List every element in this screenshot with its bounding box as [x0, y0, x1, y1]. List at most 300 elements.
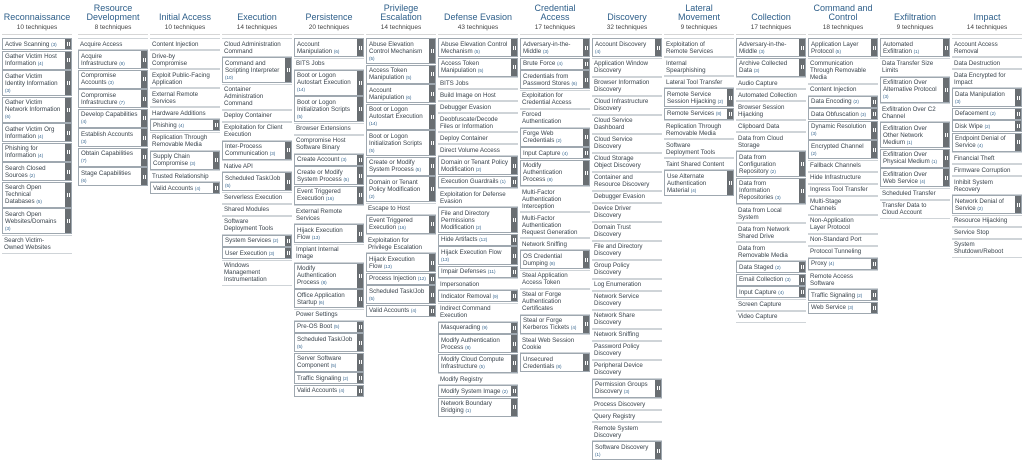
expand-handle-icon[interactable] [583, 71, 589, 88]
expand-handle-icon[interactable] [655, 442, 661, 459]
technique-cell[interactable] [438, 373, 518, 385]
technique-cell[interactable] [736, 38, 806, 57]
technique-cell[interactable] [366, 84, 436, 103]
technique-cell[interactable] [438, 132, 518, 144]
technique-cell[interactable] [592, 260, 662, 279]
expand-handle-icon[interactable] [285, 248, 291, 258]
expand-handle-icon[interactable] [799, 287, 805, 297]
expand-handle-icon[interactable] [429, 306, 435, 316]
technique-cell[interactable] [880, 188, 950, 200]
technique-label[interactable]: Gather Victim Org Information [5, 125, 55, 140]
technique-label[interactable]: System Shutdown/Reboot [954, 241, 1004, 255]
technique-label[interactable]: Exploitation for Privilege Escalation [368, 236, 422, 251]
technique-label[interactable]: Resource Hijacking [954, 217, 1008, 224]
technique-label[interactable]: Indicator Removal [441, 292, 491, 300]
tactic-header[interactable] [366, 0, 436, 35]
technique-cell[interactable] [520, 315, 590, 334]
technique-cell[interactable] [294, 385, 364, 397]
technique-cell[interactable] [294, 70, 364, 96]
technique-cell[interactable] [808, 246, 878, 258]
expand-handle-icon[interactable] [799, 152, 805, 176]
technique-cell[interactable] [294, 58, 364, 70]
technique-cell[interactable] [736, 242, 806, 261]
technique-cell[interactable] [438, 334, 518, 353]
technique-cell[interactable] [222, 160, 292, 172]
technique-cell[interactable] [592, 96, 662, 115]
expand-handle-icon[interactable] [65, 163, 71, 180]
technique-cell[interactable] [222, 84, 292, 110]
expand-handle-icon[interactable] [357, 97, 363, 121]
technique-label[interactable]: Pre-OS Boot [297, 323, 333, 330]
technique-label[interactable]: Lateral Tool Transfer [666, 78, 723, 86]
technique-label[interactable]: Boot or Logon Autostart Execution [297, 72, 351, 86]
technique-cell[interactable] [438, 144, 518, 156]
technique-cell[interactable] [222, 38, 292, 57]
technique-cell[interactable] [222, 216, 292, 235]
technique-cell[interactable] [78, 109, 148, 128]
technique-cell[interactable] [366, 305, 436, 317]
tactic-header[interactable] [808, 0, 878, 35]
technique-label[interactable]: Build Image on Host [440, 91, 496, 99]
technique-label[interactable]: Peripheral Device Discovery [594, 362, 643, 376]
technique-label[interactable]: Remote Access Software [810, 272, 853, 287]
technique-label[interactable]: Clipboard Data [738, 122, 780, 130]
technique-cell[interactable] [592, 38, 662, 57]
expand-handle-icon[interactable] [357, 373, 363, 383]
technique-label[interactable]: Active Scanning [5, 40, 50, 48]
technique-cell[interactable] [592, 203, 662, 222]
technique-label[interactable]: Event Triggered Execution [297, 188, 341, 202]
technique-label[interactable]: Inter-Process Communication [225, 143, 268, 157]
technique-label[interactable]: Data from Local System [738, 206, 782, 221]
technique-label[interactable]: Dynamic Resolution [811, 123, 867, 130]
technique-label[interactable]: Masquerading [441, 324, 481, 331]
technique-label[interactable]: Adversary-in-the-Middle [523, 40, 571, 55]
technique-cell[interactable] [592, 241, 662, 260]
expand-handle-icon[interactable] [141, 168, 147, 185]
technique-cell[interactable] [952, 133, 1022, 152]
technique-label[interactable]: Domain or Tenant Policy Modification [441, 158, 508, 173]
technique-cell[interactable] [150, 88, 220, 107]
technique-cell[interactable] [366, 234, 436, 253]
technique-cell[interactable] [808, 38, 878, 57]
expand-handle-icon[interactable] [357, 167, 363, 184]
technique-cell[interactable] [2, 182, 72, 208]
technique-label[interactable]: Input Capture [739, 288, 777, 296]
technique-cell[interactable] [520, 353, 590, 372]
technique-cell[interactable] [78, 50, 148, 69]
technique-label[interactable]: Drive-by Compromise [152, 52, 188, 67]
technique-label[interactable]: Audio Capture [738, 79, 778, 87]
technique-cell[interactable] [438, 246, 518, 265]
technique-label[interactable]: Data from Network Shared Drive [738, 225, 790, 240]
technique-cell[interactable] [78, 128, 148, 147]
technique-cell[interactable] [664, 38, 734, 57]
technique-label[interactable]: Exploitation for Defense Evasion [440, 190, 506, 205]
expand-handle-icon[interactable] [511, 291, 517, 301]
technique-cell[interactable] [808, 215, 878, 234]
technique-label[interactable]: Gather Victim Host Information [5, 53, 57, 67]
technique-cell[interactable] [2, 51, 72, 70]
technique-label[interactable]: Data from Configuration Repository [739, 153, 776, 175]
technique-label[interactable]: Device Driver Discovery [594, 205, 632, 219]
technique-label[interactable]: Fallback Channels [810, 162, 861, 169]
expand-handle-icon[interactable] [583, 161, 589, 185]
technique-label[interactable]: Indirect Command Execution [440, 305, 491, 319]
technique-cell[interactable] [438, 113, 518, 132]
technique-label[interactable]: Application Layer Protocol [811, 40, 859, 55]
technique-cell[interactable] [366, 203, 436, 215]
technique-cell[interactable] [664, 120, 734, 139]
technique-label[interactable]: Valid Accounts [369, 307, 410, 314]
technique-label[interactable]: Hijack Execution Flow [441, 248, 502, 256]
technique-cell[interactable] [952, 57, 1022, 69]
technique-label[interactable]: Taint Shared Content [666, 160, 725, 168]
technique-cell[interactable] [438, 77, 518, 89]
technique-label[interactable]: Browser Session Hijacking [738, 103, 785, 118]
technique-label[interactable]: Modify Cloud Compute Infrastructure [441, 356, 504, 370]
technique-cell[interactable] [150, 119, 220, 131]
expand-handle-icon[interactable] [511, 386, 517, 396]
expand-handle-icon[interactable] [357, 354, 363, 371]
technique-label[interactable]: Protocol Tunneling [810, 248, 862, 255]
technique-label[interactable]: Create Account [297, 156, 340, 163]
expand-handle-icon[interactable] [583, 39, 589, 56]
technique-cell[interactable] [808, 160, 878, 172]
technique-cell[interactable] [78, 38, 148, 50]
expand-handle-icon[interactable] [357, 187, 363, 204]
technique-label[interactable]: Cloud Storage Object Discovery [594, 155, 641, 169]
technique-cell[interactable] [294, 372, 364, 384]
technique-label[interactable]: Unsecured Credentials [523, 355, 555, 370]
technique-label[interactable]: Process Injection [369, 275, 417, 282]
technique-cell[interactable] [808, 84, 878, 96]
technique-label[interactable]: Transfer Data to Cloud Account [882, 202, 927, 216]
expand-handle-icon[interactable] [65, 98, 71, 122]
technique-cell[interactable] [150, 151, 220, 170]
technique-label[interactable]: Direct Volume Access [440, 146, 500, 154]
technique-label[interactable]: Defacement [955, 110, 989, 117]
technique-cell[interactable] [808, 121, 878, 140]
technique-label[interactable]: Boot or Logon Initialization Scripts [369, 132, 422, 147]
expand-handle-icon[interactable] [511, 177, 517, 187]
technique-label[interactable]: Debugger Evasion [440, 103, 491, 111]
technique-label[interactable]: Create or Modify System Process [297, 168, 343, 183]
technique-cell[interactable] [438, 278, 518, 290]
technique-label[interactable]: Container Administration Command [224, 86, 264, 107]
tactic-header[interactable] [592, 0, 662, 35]
technique-label[interactable]: Network Sniffing [594, 331, 639, 338]
technique-cell[interactable] [808, 108, 878, 120]
technique-cell[interactable] [222, 141, 292, 160]
technique-cell[interactable] [880, 38, 950, 57]
technique-label[interactable]: Hide Artifacts [441, 236, 478, 243]
technique-cell[interactable] [952, 120, 1022, 132]
technique-label[interactable]: Brute Force [523, 60, 556, 67]
expand-handle-icon[interactable] [583, 129, 589, 146]
technique-cell[interactable] [592, 329, 662, 341]
tactic-name[interactable]: Initial Access [158, 12, 212, 22]
expand-handle-icon[interactable] [65, 209, 71, 233]
expand-handle-icon[interactable] [511, 399, 517, 416]
technique-cell[interactable] [952, 164, 1022, 176]
expand-handle-icon[interactable] [583, 354, 589, 371]
technique-label[interactable]: Phishing [153, 121, 177, 129]
expand-handle-icon[interactable] [655, 380, 661, 397]
expand-handle-icon[interactable] [1015, 196, 1021, 213]
expand-handle-icon[interactable] [285, 142, 291, 159]
expand-handle-icon[interactable] [943, 169, 949, 186]
technique-cell[interactable] [2, 143, 72, 162]
technique-label[interactable]: Account Manipulation [297, 40, 333, 55]
technique-label[interactable]: Input Capture [523, 149, 561, 157]
technique-label[interactable]: Cloud Service Discovery [594, 136, 633, 150]
technique-cell[interactable] [438, 354, 518, 373]
expand-handle-icon[interactable] [871, 303, 877, 313]
technique-label[interactable]: Browser Information Discovery [594, 79, 650, 93]
technique-label[interactable]: Data from Cloud Storage [738, 134, 784, 149]
technique-cell[interactable] [808, 270, 878, 289]
technique-label[interactable]: BITS Jobs [296, 60, 325, 67]
technique-cell[interactable] [520, 270, 590, 289]
expand-handle-icon[interactable] [357, 225, 363, 242]
technique-cell[interactable] [438, 234, 518, 246]
technique-label[interactable]: Data Transfer Size Limits [882, 60, 934, 74]
tactic-header[interactable] [520, 0, 590, 35]
technique-label[interactable]: Compromise Infrastructure [81, 91, 118, 106]
technique-label[interactable]: Account Discovery [595, 40, 647, 48]
technique-cell[interactable] [78, 70, 148, 89]
technique-cell[interactable] [736, 204, 806, 223]
technique-cell[interactable] [520, 250, 590, 269]
technique-cell[interactable] [294, 244, 364, 263]
technique-label[interactable]: Office Application Startup [297, 291, 345, 306]
technique-cell[interactable] [366, 38, 436, 64]
tactic-name[interactable]: Defense Evasion [443, 12, 513, 22]
technique-label[interactable]: Archive Collected Data [739, 60, 788, 74]
technique-label[interactable]: Implant Internal Image [296, 246, 339, 260]
technique-label[interactable]: Multi-Factor Authentication Request Generation [522, 214, 578, 236]
technique-cell[interactable] [952, 152, 1022, 164]
expand-handle-icon[interactable] [511, 355, 517, 372]
technique-cell[interactable] [808, 302, 878, 314]
technique-cell[interactable] [294, 309, 364, 321]
technique-label[interactable]: Exfiltration Over Web Service [883, 170, 928, 185]
technique-cell[interactable] [664, 158, 734, 170]
technique-cell[interactable] [736, 132, 806, 151]
technique-cell[interactable] [880, 168, 950, 187]
expand-handle-icon[interactable] [583, 251, 589, 268]
technique-cell[interactable] [808, 196, 878, 215]
technique-cell[interactable] [664, 108, 734, 120]
technique-label[interactable]: Search Open Websites/Domains [5, 210, 57, 225]
technique-cell[interactable] [366, 130, 436, 156]
technique-label[interactable]: Inhibit System Recovery [954, 178, 993, 193]
technique-cell[interactable] [808, 140, 878, 159]
technique-label[interactable]: Automated Collection [738, 91, 797, 99]
technique-cell[interactable] [736, 101, 806, 120]
technique-cell[interactable] [952, 195, 1022, 214]
technique-label[interactable]: Application Window Discovery [594, 60, 648, 74]
tactic-name[interactable]: Privilege Escalation [380, 3, 422, 22]
expand-handle-icon[interactable] [799, 262, 805, 272]
technique-label[interactable]: Financial Theft [954, 154, 995, 162]
technique-cell[interactable] [592, 379, 662, 398]
technique-label[interactable]: Forced Authentication [522, 111, 562, 125]
technique-label[interactable]: Domain or Tenant Policy Modification [369, 178, 421, 193]
expand-handle-icon[interactable] [511, 247, 517, 264]
technique-cell[interactable] [2, 235, 72, 254]
expand-handle-icon[interactable] [213, 120, 219, 130]
technique-cell[interactable] [294, 321, 364, 333]
technique-cell[interactable] [592, 172, 662, 191]
technique-cell[interactable] [664, 139, 734, 158]
technique-label[interactable]: Software Discovery [595, 443, 649, 451]
technique-cell[interactable] [592, 360, 662, 379]
technique-cell[interactable] [952, 215, 1022, 227]
expand-handle-icon[interactable] [285, 173, 291, 190]
technique-label[interactable]: Network Sniffing [522, 240, 567, 248]
technique-label[interactable]: Automated Exfiltration [883, 40, 913, 55]
technique-cell[interactable] [808, 184, 878, 196]
technique-label[interactable]: Phishing for Information [5, 145, 38, 159]
technique-cell[interactable] [736, 178, 806, 204]
technique-cell[interactable] [150, 182, 220, 194]
technique-label[interactable]: Gather Victim Network Information [5, 99, 61, 113]
technique-label[interactable]: Hijack Execution Flow [297, 226, 343, 241]
expand-handle-icon[interactable] [943, 78, 949, 102]
technique-label[interactable]: Data from Removable Media [738, 244, 788, 259]
technique-cell[interactable] [150, 107, 220, 119]
technique-label[interactable]: Deobfuscate/Decode Files or Information [440, 115, 498, 130]
technique-label[interactable]: Modify Authentication Process [441, 336, 500, 351]
technique-cell[interactable] [438, 303, 518, 322]
technique-label[interactable]: Browser Extensions [296, 125, 351, 132]
technique-cell[interactable] [520, 58, 590, 70]
tactic-name[interactable]: Impact [973, 12, 1001, 22]
technique-label[interactable]: Software Deployment Tools [666, 141, 716, 156]
expand-handle-icon[interactable] [1015, 121, 1021, 131]
technique-cell[interactable] [664, 170, 734, 196]
expand-handle-icon[interactable] [871, 259, 877, 269]
expand-handle-icon[interactable] [213, 152, 219, 169]
technique-label[interactable]: Exfiltration Over Other Network Medium [883, 124, 928, 146]
technique-cell[interactable] [664, 88, 734, 107]
technique-cell[interactable] [520, 186, 590, 212]
expand-handle-icon[interactable] [65, 71, 71, 95]
technique-label[interactable]: Server Software Component [297, 355, 342, 369]
technique-cell[interactable] [222, 235, 292, 247]
tactic-name[interactable]: Persistence [305, 12, 353, 22]
technique-cell[interactable] [880, 58, 950, 77]
technique-cell[interactable] [736, 151, 806, 177]
technique-label[interactable]: Modify Registry [440, 375, 483, 383]
technique-cell[interactable] [222, 192, 292, 204]
technique-label[interactable]: Service Stop [954, 229, 990, 236]
technique-label[interactable]: Steal Web Session Cookie [522, 336, 575, 351]
expand-handle-icon[interactable] [799, 179, 805, 203]
technique-label[interactable]: Non-Application Layer Protocol [810, 217, 854, 231]
technique-label[interactable]: Cloud Infrastructure Discovery [594, 98, 649, 112]
technique-label[interactable]: Replication Through Removable Media [152, 134, 208, 148]
tactic-name[interactable]: Command and Control [813, 3, 873, 22]
expand-handle-icon[interactable] [429, 158, 435, 175]
technique-label[interactable]: Account Manipulation [369, 86, 405, 101]
technique-cell[interactable] [952, 108, 1022, 120]
technique-cell[interactable] [294, 205, 364, 224]
tactic-name[interactable]: Exfiltration [893, 12, 937, 22]
technique-label[interactable]: Account Access Removal [954, 40, 998, 55]
technique-cell[interactable] [150, 170, 220, 182]
technique-cell[interactable] [438, 89, 518, 101]
technique-cell[interactable] [520, 160, 590, 186]
technique-label[interactable]: Multi-Stage Channels [810, 198, 842, 212]
technique-cell[interactable] [592, 291, 662, 310]
technique-label[interactable]: Access Token Manipulation [441, 60, 480, 74]
technique-label[interactable]: Scheduled Task/Job [297, 335, 353, 343]
technique-label[interactable]: External Remote Services [152, 90, 199, 105]
technique-label[interactable]: Exploit Public-Facing Application [152, 71, 210, 86]
expand-handle-icon[interactable] [429, 274, 435, 284]
technique-cell[interactable] [520, 238, 590, 250]
technique-cell[interactable] [294, 263, 364, 289]
technique-cell[interactable] [366, 273, 436, 285]
technique-label[interactable]: Valid Accounts [153, 184, 194, 192]
technique-cell[interactable] [150, 38, 220, 50]
technique-cell[interactable] [520, 147, 590, 159]
technique-cell[interactable] [808, 289, 878, 301]
technique-cell[interactable] [294, 123, 364, 135]
technique-label[interactable]: Establish Accounts [81, 130, 133, 138]
technique-cell[interactable] [150, 69, 220, 88]
technique-cell[interactable] [2, 208, 72, 234]
technique-label[interactable]: Search Open Technical Databases [5, 184, 42, 205]
technique-label[interactable]: Exfiltration Over Physical Medium [883, 151, 930, 165]
technique-label[interactable]: Search Victim-Owned Websites [4, 237, 51, 251]
expand-handle-icon[interactable] [727, 171, 733, 195]
technique-label[interactable]: Compromise Host Software Binary [296, 137, 346, 151]
expand-handle-icon[interactable] [871, 122, 877, 139]
expand-handle-icon[interactable] [141, 71, 147, 88]
technique-label[interactable]: Power Settings [296, 311, 338, 318]
technique-label[interactable]: Encrypted Channel [811, 142, 864, 150]
expand-handle-icon[interactable] [429, 254, 435, 271]
expand-handle-icon[interactable] [65, 124, 71, 141]
technique-label[interactable]: Multi-Factor Authentication Interception [522, 188, 562, 210]
technique-label[interactable]: External Remote Services [296, 207, 343, 222]
technique-label[interactable]: Abuse Elevation Control Mechanism [441, 40, 508, 55]
technique-label[interactable]: Container and Resource Discovery [594, 174, 650, 188]
technique-label[interactable]: Hide Infrastructure [810, 174, 861, 181]
expand-handle-icon[interactable] [429, 286, 435, 303]
technique-cell[interactable] [294, 38, 364, 57]
technique-label[interactable]: Endpoint Denial of Service [955, 135, 1006, 149]
technique-cell[interactable] [592, 134, 662, 153]
technique-cell[interactable] [222, 260, 292, 286]
technique-cell[interactable] [736, 223, 806, 242]
expand-handle-icon[interactable] [357, 264, 363, 288]
tactic-header[interactable] [2, 0, 72, 35]
technique-cell[interactable] [736, 274, 806, 286]
expand-handle-icon[interactable] [65, 144, 71, 161]
technique-label[interactable]: Email Collection [739, 276, 784, 283]
tactic-header[interactable] [222, 0, 292, 35]
technique-label[interactable]: Exploitation for Client Execution [224, 124, 283, 138]
technique-label[interactable]: Data Manipulation [955, 90, 1005, 98]
expand-handle-icon[interactable] [65, 39, 71, 49]
expand-handle-icon[interactable] [943, 150, 949, 167]
technique-label[interactable]: System Services [225, 237, 272, 244]
